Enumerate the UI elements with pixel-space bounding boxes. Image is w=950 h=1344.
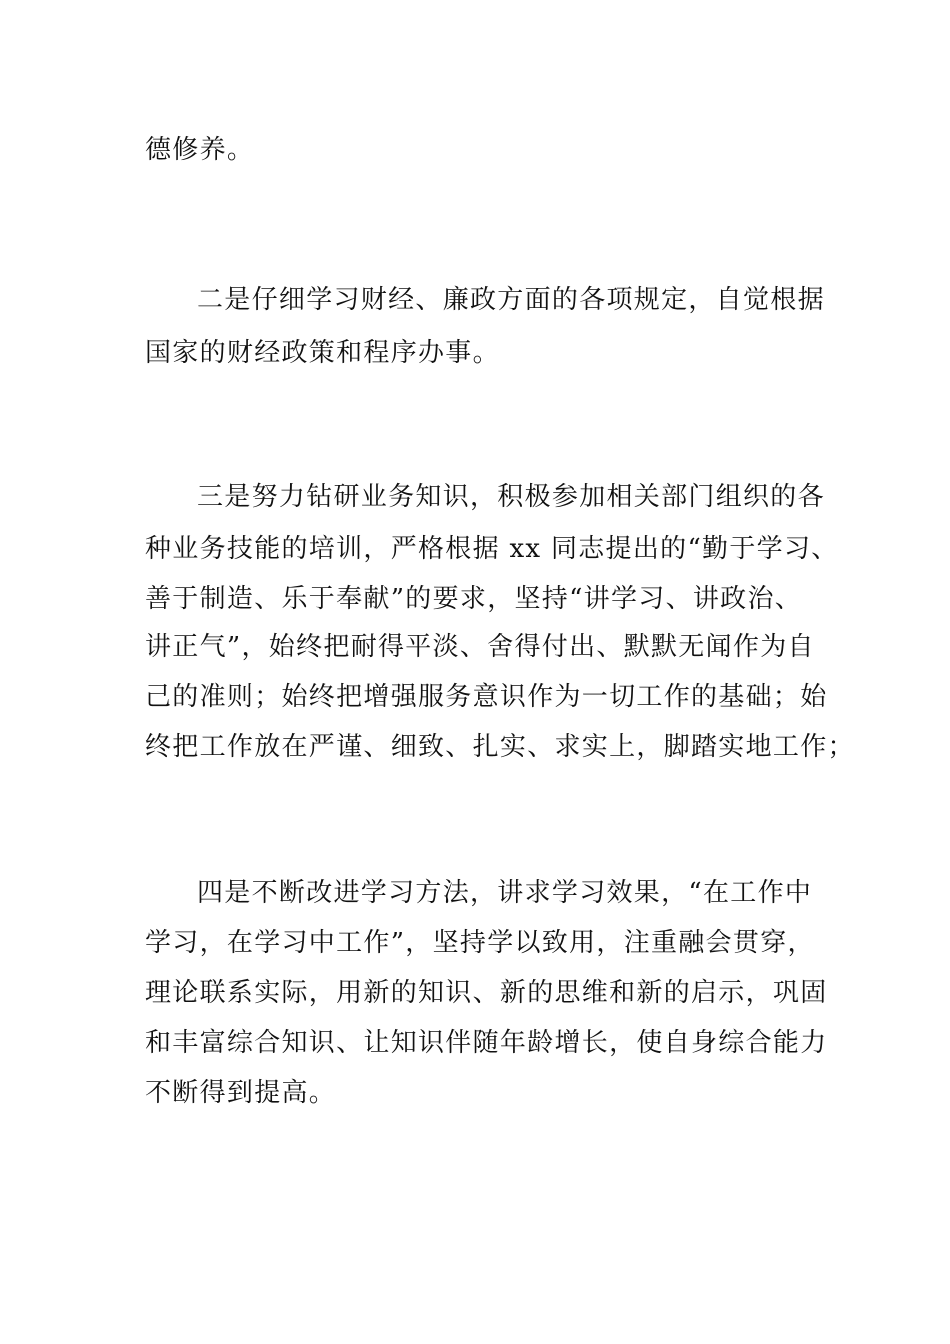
paragraph-line: 学习，在学习中工作”，坚持学以致用，注重融会贯穿， [145, 928, 815, 958]
paragraph-line: 四是不断改进学习方法，讲求学习效果，“在工作中 [197, 878, 813, 908]
paragraph-line: 理论联系实际，用新的知识、新的思维和新的启示，巩固 [145, 978, 828, 1008]
paragraph-line: 终把工作放在严谨、细致、扎实、求实上，脚踏实地工作； [145, 732, 855, 762]
paragraph-line: 善于制造、乐于奉献”的要求，坚持“讲学习、讲政治、 [145, 584, 803, 614]
paragraph-line: 和丰富综合知识、让知识伴随年龄增长，使自身综合能力 [145, 1028, 828, 1058]
paragraph-line: 种业务技能的培训，严格根据 xx 同志提出的“勤于学习、 [145, 534, 839, 564]
paragraph-line: 己的准则；始终把增强服务意识作为一切工作的基础；始 [145, 682, 828, 712]
paragraph-line: 不断得到提高。 [145, 1078, 337, 1108]
paragraph-line: 二是仔细学习财经、廉政方面的各项规定，自觉根据 [197, 285, 825, 315]
paragraph-line: 三是努力钻研业务知识，积极参加相关部门组织的各 [197, 482, 825, 512]
paragraph-line: 国家的财经政策和程序办事。 [145, 338, 500, 368]
paragraph-line: 德修养。 [145, 135, 255, 165]
paragraph-line: 讲正气”，始终把耐得平淡、舍得付出、默默无闻作为自 [145, 632, 815, 662]
